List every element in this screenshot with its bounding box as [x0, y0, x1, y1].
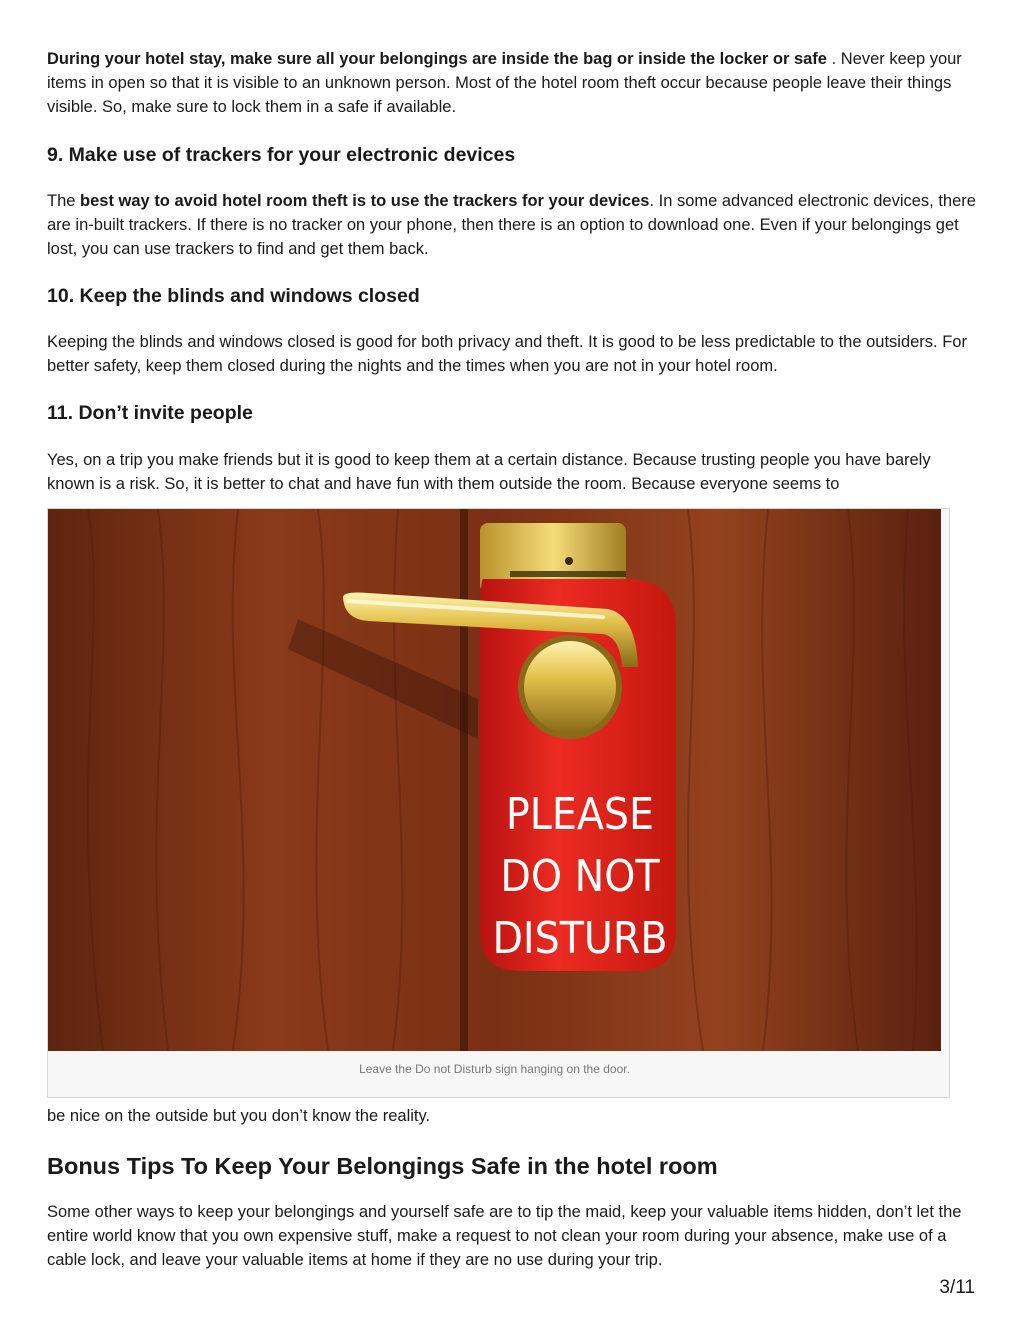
- intro-text: . Never keep your items in open so that it is visible to an unknown person. Most of the hotel room theft occur because people leave their things visible. So, make sure to lock them in a safe if available.: [47, 50, 962, 116]
- section-9-text: . In some advanced electronic devices, there are in-built trackers. If there is no tracker on your phone, then there is an option to download one. Even if your belongings get lost, you can use trackers to find and get them back.: [47, 192, 976, 258]
- bonus-paragraph: Some other ways to keep your belongings and yourself safe are to tip the maid, keep your valuable items hidden, don’t let the entire world know that you own expensive stuff, make a request to not clean your room during your absence, make use of a cable lock, and leave your valuable items at home if they are no use during your trip.: [47, 1203, 962, 1269]
- section-9-heading: 9. Make use of trackers for your electronic devices: [47, 144, 516, 166]
- sign-line-2: DO NOT: [500, 851, 660, 902]
- figure: [47, 508, 950, 1098]
- door-hanger-illustration: [48, 509, 941, 1051]
- page-number: 3/11: [939, 1277, 975, 1298]
- section-9-bold-text: best way to avoid hotel room theft is to use the trackers for your devices: [80, 192, 650, 210]
- sign-line-3: DISTURB: [492, 913, 668, 964]
- section-11-heading: 11. Don’t invite people: [47, 402, 253, 424]
- sign-line-1: PLEASE: [505, 789, 655, 840]
- section-10-paragraph: Keeping the blinds and windows closed is good for both privacy and theft. It is good to be less predictable to the outsiders. For better safety, keep them closed during the nights and the times when you are not in your hotel room.: [47, 333, 967, 375]
- section-9-lead: The: [47, 192, 81, 210]
- intro-paragraph: [47, 47, 977, 119]
- section-11-paragraph-end: be nice on the outside but you don’t know the reality.: [47, 1107, 431, 1125]
- bonus-heading: Bonus Tips To Keep Your Belongings Safe in the hotel room: [47, 1153, 718, 1179]
- section-10-heading: 10. Keep the blinds and windows closed: [47, 285, 420, 307]
- figure-caption: Leave the Do not Disturb sign hanging on the door.: [359, 1062, 630, 1076]
- section-9-paragraph: [47, 189, 977, 261]
- intro-bold-text: During your hotel stay, make sure all your belongings are inside the bag or inside the locker or safe: [47, 50, 827, 68]
- section-11-paragraph-start: Yes, on a trip you make friends but it is good to keep them at a certain distance. Because trusting people you have barely known is a risk. So, it is better to chat and have fun with them outside the room. Because everyone seems to: [47, 451, 931, 493]
- door-hanger-photo: [48, 509, 941, 1051]
